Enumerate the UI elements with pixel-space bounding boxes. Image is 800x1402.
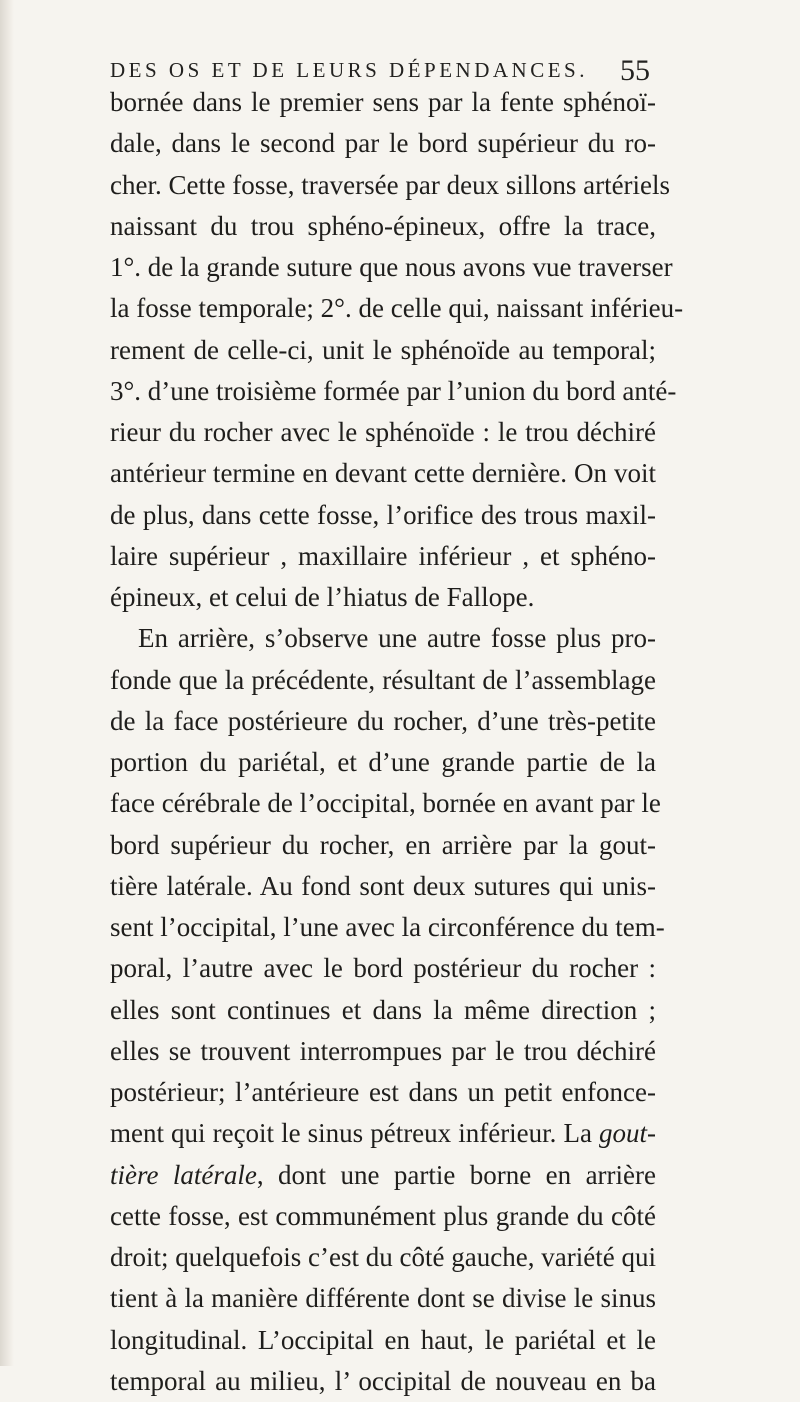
text-line-content: rieur du rocher avec le sphénoïde : le trou déchiré [110,417,656,447]
body-text [110,82,684,1402]
text-line-content: la fosse temporale; 2°. de celle qui, naissant inférieu- [110,293,684,324]
text-line-content: En arrière, s’observe une autre fosse plus pro- [138,623,656,654]
text-line [110,742,656,783]
text-line-content: face cérébrale de l’occipital, bornée en avant par le [110,788,661,819]
text-line [110,907,665,948]
italic-term: tière latérale [110,1159,257,1190]
text-line-content: postérieur; l’antérieure est dans un petit enfonce- [110,1077,656,1107]
page-number: 55 [620,54,650,87]
text-line-content: poral, l’autre avec le bord postérieur du rocher : [110,953,656,984]
text-line [110,1361,656,1402]
text-line-content: rement de celle-ci, unit le sphénoïde au temporal; [110,334,656,365]
text-line-content: temporal au milieu, l’ occipital de nouveau en ba [110,1365,656,1396]
text-line [110,1237,656,1278]
text-line [110,1072,656,1113]
text-line-content: droit; quelquefois c’est du côté gauche, variété qui [110,1242,656,1272]
text-line [110,783,661,824]
text-line-content: épineux, et celui de l’hiatus de Fallope. [110,582,535,612]
text-line-content: 1°. de la grande suture que nous avons vue traverser [110,252,673,282]
text-line-content: bord supérieur du rocher, en arrière par la gout- [110,829,656,860]
text-line-content: sent l’occipital, l’une avec la circonférence du tem- [110,912,665,942]
running-head-title: DES OS ET DE LEURS DÉPENDANCES. [110,58,588,82]
text-line [110,288,684,329]
text-line [110,412,656,453]
text-line-content: dale, dans le second par le bord supérieur du ro- [110,128,656,159]
text-line [110,1113,656,1154]
text-line [110,330,656,371]
text-line-content: 3°. d’une troisième formée par l’union du bord anté- [110,375,677,406]
text-line [110,618,656,659]
text-line [110,825,656,866]
text-line-content: laire supérieur , maxillaire inférieur , et sphéno- [110,540,656,571]
text-line [110,1196,656,1237]
text-line-content: antérieur termine en devant cette dernière. On voit [110,458,656,489]
text-line-content: cher. Cette fosse, traversée par deux sillons artériels [110,169,671,200]
text-line-content: bornée dans le premier sens par la fente sphénoï- [110,87,656,117]
text-line [110,948,656,989]
text-line [110,866,656,907]
text-line-content: ment qui reçoit le sinus pétreux inférieur. La [110,1118,599,1149]
text-line-content: elles sont continues et dans la même direction ; [110,994,656,1025]
text-line [110,701,656,742]
text-line [110,82,656,123]
text-line-content: tière latérale. Au fond sont deux sutures qui unis- [110,870,656,901]
text-line-content: longitudinal. L’occipital en haut, le pariétal et le [110,1324,656,1355]
text-line-content: portion du pariétal, et d’une grande partie de la [110,747,656,777]
text-line-content: tient à la manière différente dont se divise le sinus [110,1283,656,1314]
text-line [110,247,673,288]
text-line [110,660,656,701]
text-line-content: fonde que la précédente, résultant de l’assemblage [110,664,656,695]
text-line [110,1031,656,1072]
text-line [110,990,656,1031]
text-line [110,165,671,206]
text-line-continuation: , dont une partie borne en arrière [256,1159,656,1190]
text-line [110,1155,656,1196]
text-line [110,577,656,618]
text-line [110,371,677,412]
text-line [110,495,656,536]
italic-term: gout- [599,1118,656,1149]
text-line-content: naissant du trou sphéno-épineux, offre la trace, [110,210,656,241]
text-line-content: de plus, dans cette fosse, l’orifice des trous maxil- [110,499,656,530]
text-line-content: cette fosse, est communément plus grande du côté [110,1200,656,1231]
text-line [110,453,656,494]
text-line-content: de la face postérieure du rocher, d’une très-petite [110,705,656,736]
text-line [110,1320,656,1361]
text-line [110,1278,656,1319]
text-line [110,536,656,577]
page-gutter-shadow [0,0,14,1366]
text-line [110,123,656,164]
text-line-content: elles se trouvent interrompues par le trou déchiré [110,1035,656,1066]
text-line [110,206,656,247]
